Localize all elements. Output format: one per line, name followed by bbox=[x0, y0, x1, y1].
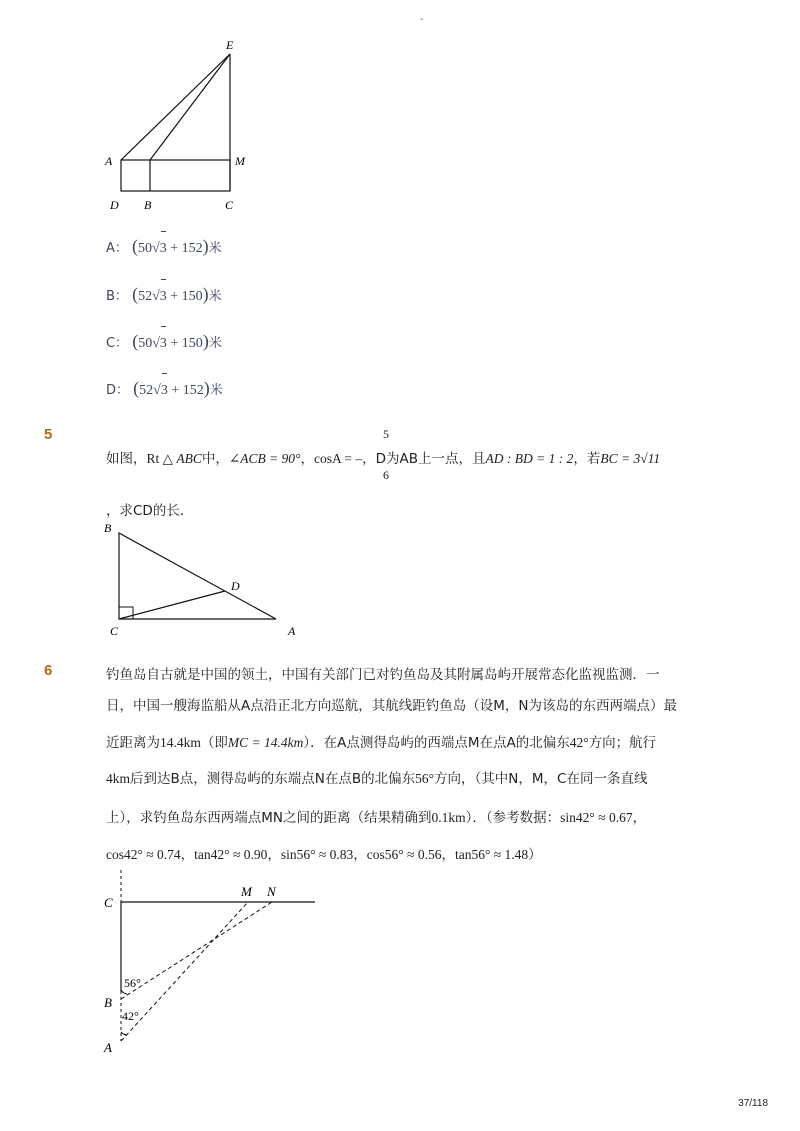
line-BE bbox=[150, 54, 230, 160]
label-C: C bbox=[225, 198, 234, 212]
figure-5-triangle bbox=[100, 515, 310, 640]
rect-ADCM bbox=[121, 160, 230, 191]
label-C: C bbox=[104, 895, 113, 910]
figure-6-diagram bbox=[100, 866, 330, 1056]
label-D: D bbox=[110, 198, 119, 212]
label-M: M bbox=[235, 154, 245, 168]
option-d-radicand: 3 bbox=[160, 383, 168, 398]
question-6-line-2: 日，中国一艘海监船从A点沿正北方向巡航，其航线距钓鱼岛（设M，N为该岛的东西两端点）最 bbox=[106, 698, 677, 714]
label-E: E bbox=[226, 38, 234, 52]
option-d-rest: + 152 bbox=[167, 383, 204, 398]
option-c-letter: C： bbox=[106, 336, 129, 351]
triangle-ABC bbox=[119, 533, 276, 619]
q5-frac-denominator: 6 bbox=[383, 468, 389, 482]
question-6-number: 6 bbox=[44, 662, 53, 679]
question-5-line-1: 如图，Rt △ ABC中，∠ACB = 90°，cosA = –，D为AB上一点，且AD : BD = 1 : 2，若BC = 3√11 bbox=[106, 451, 661, 467]
label-D: D bbox=[231, 579, 240, 593]
label-A: A bbox=[288, 624, 296, 638]
q5-frac-numerator: 5 bbox=[383, 427, 389, 441]
figure-1-diagram bbox=[100, 35, 260, 215]
question-6-line-1: 钓鱼岛自古就是中国的领土，中国有关部门已对钓鱼岛及其附属岛屿开展常态化监视监测．一 bbox=[106, 667, 660, 683]
option-d-coef: 52 bbox=[139, 383, 154, 398]
option-a-rest: + 152 bbox=[166, 241, 203, 256]
question-6-line-6: cos42° ≈ 0.74，tan42° ≈ 0.90，sin56° ≈ 0.83，cos56° ≈ 0.56，tan56° ≈ 1.48） bbox=[106, 847, 542, 862]
option-a-letter: A： bbox=[106, 241, 128, 256]
angle-56-arc bbox=[121, 990, 127, 994]
top-mark: - bbox=[420, 14, 424, 25]
option-a-coef: 50 bbox=[138, 241, 153, 256]
option-c-unit: 米 bbox=[208, 336, 222, 351]
label-angle-56: 56° bbox=[124, 976, 141, 990]
label-C: C bbox=[110, 624, 119, 638]
option-c-radicand: 3 bbox=[159, 336, 167, 351]
option-c-coef: 50 bbox=[138, 336, 153, 351]
question-6-line-3: 近距离为14.4km（即MC = 14.4km）．在A点测得岛屿的西端点M在点A的北偏东42°方向；航行 bbox=[106, 735, 657, 751]
option-b-coef: 52 bbox=[138, 289, 153, 304]
option-b-unit: 米 bbox=[208, 289, 222, 304]
option-b-letter: B： bbox=[106, 289, 128, 304]
page-number: 37/118 bbox=[738, 1098, 768, 1109]
option-d-unit: 米 bbox=[209, 383, 223, 398]
line-BN-dashed bbox=[121, 902, 272, 999]
option-a[interactable]: A： (50√3 + 152)米 bbox=[106, 236, 222, 256]
question-5-line-2: ，求CD的长． bbox=[106, 503, 194, 519]
option-b-rest: + 150 bbox=[166, 289, 203, 304]
question-5-number: 5 bbox=[44, 426, 53, 443]
label-N: N bbox=[267, 884, 276, 899]
option-c[interactable]: C： (50√3 + 150)米 bbox=[106, 331, 222, 351]
option-a-unit: 米 bbox=[208, 241, 222, 256]
label-A: A bbox=[105, 154, 113, 168]
label-B: B bbox=[104, 521, 112, 535]
question-6-line-4: 4km后到达B点，测得岛屿的东端点N在点B的北偏东56°方向，（其中N，M，C在同一条直线 bbox=[106, 771, 648, 787]
label-B: B bbox=[144, 198, 152, 212]
option-a-radicand: 3 bbox=[159, 241, 167, 256]
line-AM-dashed bbox=[121, 902, 248, 1041]
option-b[interactable]: B： (52√3 + 150)米 bbox=[106, 284, 222, 304]
label-M: M bbox=[241, 884, 252, 899]
label-A: A bbox=[104, 1040, 112, 1055]
option-d[interactable]: D： (52√3 + 152)米 bbox=[106, 378, 223, 398]
option-b-radicand: 3 bbox=[159, 289, 167, 304]
line-CD bbox=[119, 591, 225, 619]
option-c-rest: + 150 bbox=[166, 336, 203, 351]
angle-42-arc bbox=[121, 1032, 127, 1035]
line-AE bbox=[121, 54, 230, 160]
question-6-line-5: 上），求钓鱼岛东西两端点MN之间的距离（结果精确到0.1km）．（参考数据：sin42° ≈ 0.67， bbox=[106, 810, 647, 826]
option-d-letter: D： bbox=[106, 383, 130, 398]
label-angle-42: 42° bbox=[122, 1009, 139, 1023]
label-B: B bbox=[104, 995, 112, 1010]
